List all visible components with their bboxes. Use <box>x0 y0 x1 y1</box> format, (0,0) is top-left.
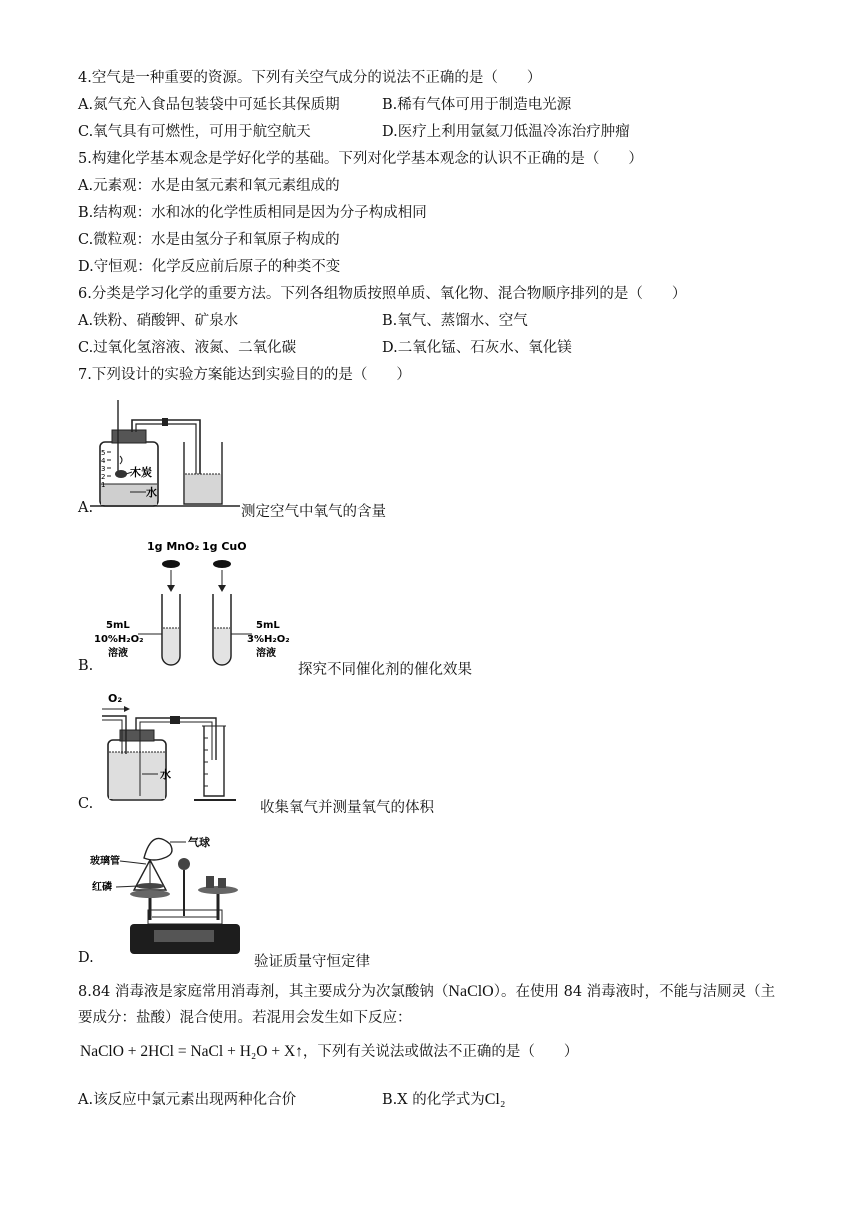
right-sol-1: 5mL <box>256 620 280 631</box>
q8-line1-b: ）。在使用 84 消毒液时，不能与洁厕灵（主 <box>493 984 776 1000</box>
label-water-c: 水 <box>160 768 171 781</box>
q7-option-c-caption: 收集氧气并测量氧气的体积 <box>260 800 434 816</box>
q8-option-b <box>382 1090 505 1110</box>
q8-line1-a: 8.84 消毒液是家庭常用消毒剂，其主要成分为次氯酸钠（ <box>78 984 449 1000</box>
q4-option-b: B.稀有气体可用于制造电光源 <box>382 97 572 113</box>
q8-line2: 要成分：盐酸）混合使用。若混用会发生如下反应： <box>78 1010 412 1026</box>
label-phosphorus: 红磷 <box>92 882 112 893</box>
q6-stem: 6.分类是学习化学的重要方法。下列各组物质按照单质、氧化物、混合物顺序排列的是（ ） <box>78 286 687 302</box>
scale-1: 1 <box>101 481 106 489</box>
q7-option-d-letter: D. <box>78 950 94 966</box>
q5-option-b: B.结构观：水和冰的化学性质相同是因为分子构成相同 <box>78 205 427 221</box>
q7-figure-d <box>88 824 248 966</box>
q8-equation: NaClO + 2HCl = NaCl + H₂O + X↑ <box>80 1043 303 1060</box>
q7-figure-a <box>90 392 240 514</box>
q4-option-a: A.氮气充入食品包装袋中可延长其保质期 <box>78 97 340 113</box>
q8-option-a: A.该反应中氯元素出现两种化合价 <box>78 1092 297 1108</box>
q5-option-c: C.微粒观：水是由氢分子和氧原子构成的 <box>78 232 340 248</box>
q6-option-c: C.过氧化氢溶液、液氮、二氧化碳 <box>78 340 297 356</box>
left-sol-1: 5mL <box>106 620 130 631</box>
scale-4: 4 <box>101 457 106 465</box>
right-sol-3: 溶液 <box>256 648 276 659</box>
q5-option-d: D.守恒观：化学反应前后原子的种类不变 <box>78 259 341 275</box>
q7-option-c-letter: C. <box>78 796 94 812</box>
q5-stem: 5.构建化学基本观念是学好化学的基础。下列对化学基本观念的认识不正确的是（ ） <box>78 151 643 167</box>
q7-figure-c <box>98 688 258 810</box>
label-water: 水 <box>146 486 157 499</box>
q7-stem: 7.下列设计的实验方案能达到实验目的的是（ ） <box>78 367 411 383</box>
q7-option-a-caption: 测定空气中氧气的含量 <box>241 504 386 520</box>
q4-option-c: C.氧气具有可燃性，可用于航空航天 <box>78 124 311 140</box>
left-sol-2: 10%H₂O₂ <box>94 634 144 645</box>
q6-option-d: D.二氧化锰、石灰水、氧化镁 <box>382 340 572 356</box>
label-cuo: 1g CuO <box>202 540 247 553</box>
scale-5: 5 <box>101 449 106 457</box>
q7-option-b-caption: 探究不同催化剂的催化效果 <box>298 662 472 678</box>
scale-2: 2 <box>101 473 106 481</box>
label-tube: 玻璃管 <box>90 856 120 867</box>
label-balloon: 气球 <box>188 836 210 849</box>
q8-option-b-formula: Cl₂ <box>484 1091 506 1108</box>
q6-option-b: B.氧气、蒸馏水、空气 <box>382 313 528 329</box>
left-sol-3: 溶液 <box>108 648 128 659</box>
label-charcoal: 木炭 <box>130 466 152 479</box>
scale-3: 3 <box>101 465 106 473</box>
q8-option-b-text: B.X 的化学式为 <box>382 1092 485 1108</box>
q4-option-d: D.医疗上利用氩氦刀低温冷冻治疗肿瘤 <box>382 124 630 140</box>
q8-eq-tail: ，下列有关说法或做法不正确的是（ ） <box>302 1044 579 1060</box>
q4-stem: 4.空气是一种重要的资源。下列有关空气成分的说法不正确的是（ ） <box>78 70 542 86</box>
q7-option-a-letter: A. <box>78 500 94 516</box>
q7-option-d-caption: 验证质量守恒定律 <box>254 954 370 970</box>
label-mno2: 1g MnO₂ <box>147 540 200 553</box>
right-sol-2: 3%H₂O₂ <box>247 634 290 645</box>
q8-line1 <box>78 982 775 1002</box>
q7-option-b-letter: B. <box>78 658 94 674</box>
q8-formula-naclo: NaClO <box>448 983 494 1000</box>
q8-equation-line <box>80 1040 578 1061</box>
q6-option-a: A.铁粉、硝酸钾、矿泉水 <box>78 313 239 329</box>
q5-option-a: A.元素观：水是由氢元素和氧元素组成的 <box>78 178 340 194</box>
q7-figure-b <box>92 530 302 678</box>
label-o2: O₂ <box>108 692 123 705</box>
